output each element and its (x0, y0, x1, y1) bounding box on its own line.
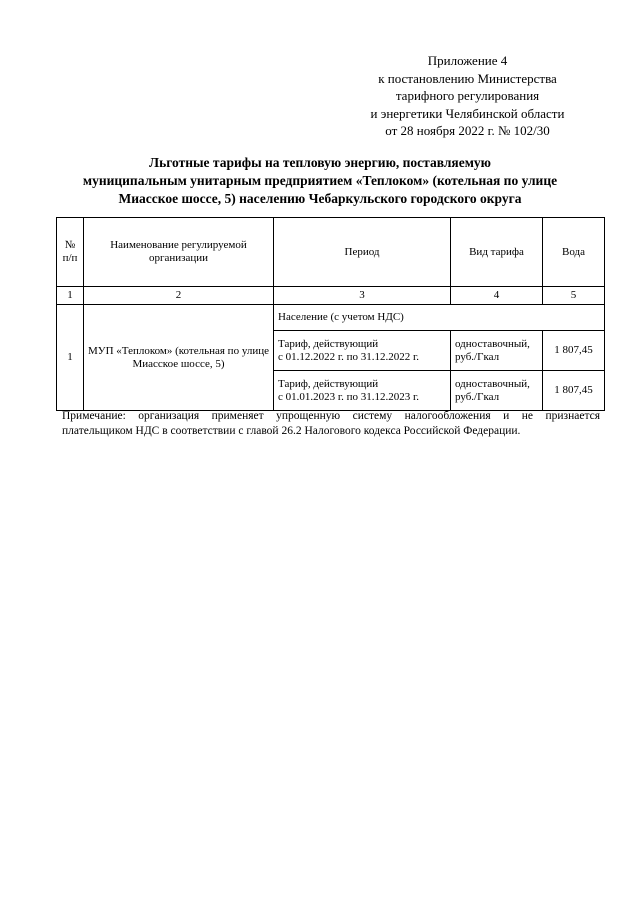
tariff-period-label: Тариф, действующий (278, 377, 379, 390)
column-number: 1 (57, 287, 84, 305)
column-number: 5 (543, 287, 605, 305)
tariff-value: 1 807,45 (543, 371, 605, 411)
header-num: № п/п (57, 218, 84, 287)
tariff-type-label: одноставочный, (455, 337, 530, 350)
header-period: Период (274, 218, 451, 287)
organization-name: МУП «Теплоком» (котельная по улице Миасское шоссе, 5) (84, 305, 274, 411)
header-org: Наименование регулируемой организации (84, 218, 274, 287)
tariff-value: 1 807,45 (543, 331, 605, 371)
tariff-period-dates: с 01.01.2023 г. по 31.12.2023 г. (278, 390, 420, 403)
tariff-type (451, 331, 543, 371)
column-number-row (57, 287, 605, 305)
footnote-line: Примечание: организация применяет упрощенную систему налогообложения и не признается (62, 410, 600, 422)
title-line: Льготные тарифы на тепловую энергию, поставляемую (149, 155, 491, 170)
tariff-table (56, 217, 605, 411)
population-label: Население (с учетом НДС) (274, 305, 605, 331)
column-number: 4 (451, 287, 543, 305)
table-header-row (57, 218, 605, 287)
title-line: муниципальным унитарным предприятием «Теплоком» (котельная по улице (82, 173, 558, 188)
column-number: 3 (274, 287, 451, 305)
header-tariff-type: Вид тарифа (451, 218, 543, 287)
tariff-period-label: Тариф, действующий (278, 337, 379, 350)
appendix-line: и энергетики Челябинской области (370, 105, 565, 121)
tariff-period (274, 331, 451, 371)
appendix-line: тарифного регулирования (395, 88, 540, 103)
footnote-line: плательщиком НДС в соответствии с главой 26.2 Налогового кодекса Российской Федерации. (62, 424, 521, 437)
appendix-header (340, 52, 595, 140)
footnote (62, 409, 600, 438)
tariff-period-dates: с 01.12.2022 г. по 31.12.2022 г. (278, 350, 420, 363)
appendix-date: от 28 ноября 2022 г. № 102/30 (385, 123, 550, 138)
appendix-number: Приложение 4 (427, 53, 508, 68)
tariff-type-unit: руб./Гкал (455, 390, 500, 403)
table-row (57, 305, 605, 331)
tariff-type-unit: руб./Гкал (455, 350, 500, 363)
header-water: Вода (543, 218, 605, 287)
column-number: 2 (84, 287, 274, 305)
tariff-type-label: одноставочный, (455, 377, 530, 390)
title-line: Миасское шоссе, 5) населению Чебаркульского городского округа (118, 191, 522, 206)
tariff-period (274, 371, 451, 411)
tariff-type (451, 371, 543, 411)
document-title (40, 154, 600, 208)
row-number: 1 (57, 305, 84, 411)
appendix-line: к постановлению Министерства (378, 70, 557, 86)
